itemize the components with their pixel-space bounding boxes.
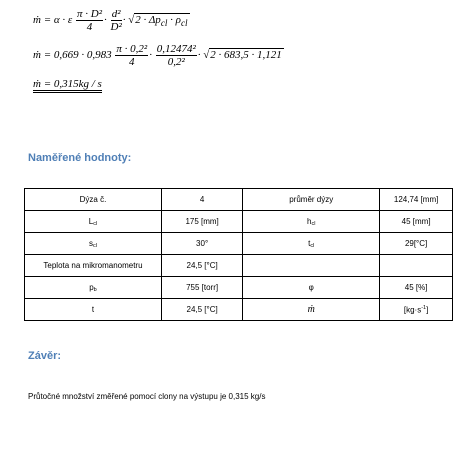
table-cell: 45 [mm] — [380, 211, 453, 233]
sqrt-icon: √ — [203, 49, 210, 62]
table-cell: 24,5 [°C] — [161, 255, 242, 277]
table-cell — [243, 255, 380, 277]
table-cell: 30° — [161, 233, 242, 255]
table-cell: φ — [243, 277, 380, 299]
table-cell: 4 — [161, 189, 242, 211]
heading-measured-values: Naměřené hodnoty: — [28, 152, 132, 164]
table-cell: $h_{cl}$ — [243, 211, 380, 233]
table-cell: $s_{cl}$ — [25, 233, 162, 255]
formula-result: ṁ = 0,315kg / s — [33, 78, 102, 90]
formula-substituted: ṁ = 0,669 · 0,983 $\frac{\text{π · 0,2²}}{4}$ · $\frac{\text{0,12474²}}{\text{0,2²}}$ · √2 · 683,5 · 1,121 — [33, 43, 282, 68]
formula-general-frac-ratio: $\frac{\text{d²}}{\text{D²}}$ — [110, 8, 122, 33]
formula-substituted-sqrt: 2 · 683,5 · 1,121 — [210, 49, 282, 62]
formula-substituted-frac-area: $\frac{\text{π · 0,2²}}{4}$ — [116, 43, 148, 68]
table-cell: průměr dýzy — [243, 189, 380, 211]
formula-general-frac-area: $\frac{\text{π · D²}}{4}$ — [76, 8, 102, 33]
table-cell: Dýza č. — [25, 189, 162, 211]
table-row — [25, 255, 453, 277]
table-cell: 29[°C] — [380, 233, 453, 255]
formula-substituted-lhs: ṁ = 0,669 · 0,983 — [33, 49, 112, 62]
sqrt-icon: √ — [128, 14, 135, 27]
table-cell: $L_{cl}$ — [25, 211, 162, 233]
table-cell: 24,5 [°C] — [161, 299, 242, 321]
table-cell: 755 [torr] — [161, 277, 242, 299]
heading-conclusion: Závěr: — [28, 350, 62, 362]
table-cell: 45 [%] — [380, 277, 453, 299]
table-cell: 175 [mm] — [161, 211, 242, 233]
table-cell — [380, 255, 453, 277]
conclusion-text: Průtočné množství změřené pomocí clony na výstupu je 0,315 kg/s — [28, 392, 266, 401]
formula-general: ṁ = α · ε $\frac{\text{π · D²}}{4}$ · $\frac{\text{d²}}{\text{D²}}$ · $√2 \cdot \Delta p_{cl} \cdot \rho_{cl}$ — [33, 8, 188, 33]
table-row — [25, 189, 453, 211]
table-row — [25, 211, 453, 233]
table-cell: $[kg\cdot s^{-1}]$ — [380, 299, 453, 321]
table-cell: t — [25, 299, 162, 321]
measurements-table — [24, 188, 453, 321]
table-cell: ṁ — [243, 299, 380, 321]
table-row — [25, 277, 453, 299]
table-cell: Teplota na mikromanometru — [25, 255, 162, 277]
table-row — [25, 233, 453, 255]
formula-general-lhs: ṁ = α · ε — [33, 14, 73, 27]
table-row — [25, 299, 453, 321]
formula-substituted-frac-ratio: $\frac{\text{0,12474²}}{\text{0,2²}}$ — [156, 43, 196, 68]
table-cell: $t_{cl}$ — [243, 233, 380, 255]
formula-general-sqrt: $2 \cdot \Delta p_{cl} \cdot \rho_{cl}$ — [135, 14, 188, 29]
table-cell: 124,74 [mm] — [380, 189, 453, 211]
table-cell: $p_b$ — [25, 277, 162, 299]
